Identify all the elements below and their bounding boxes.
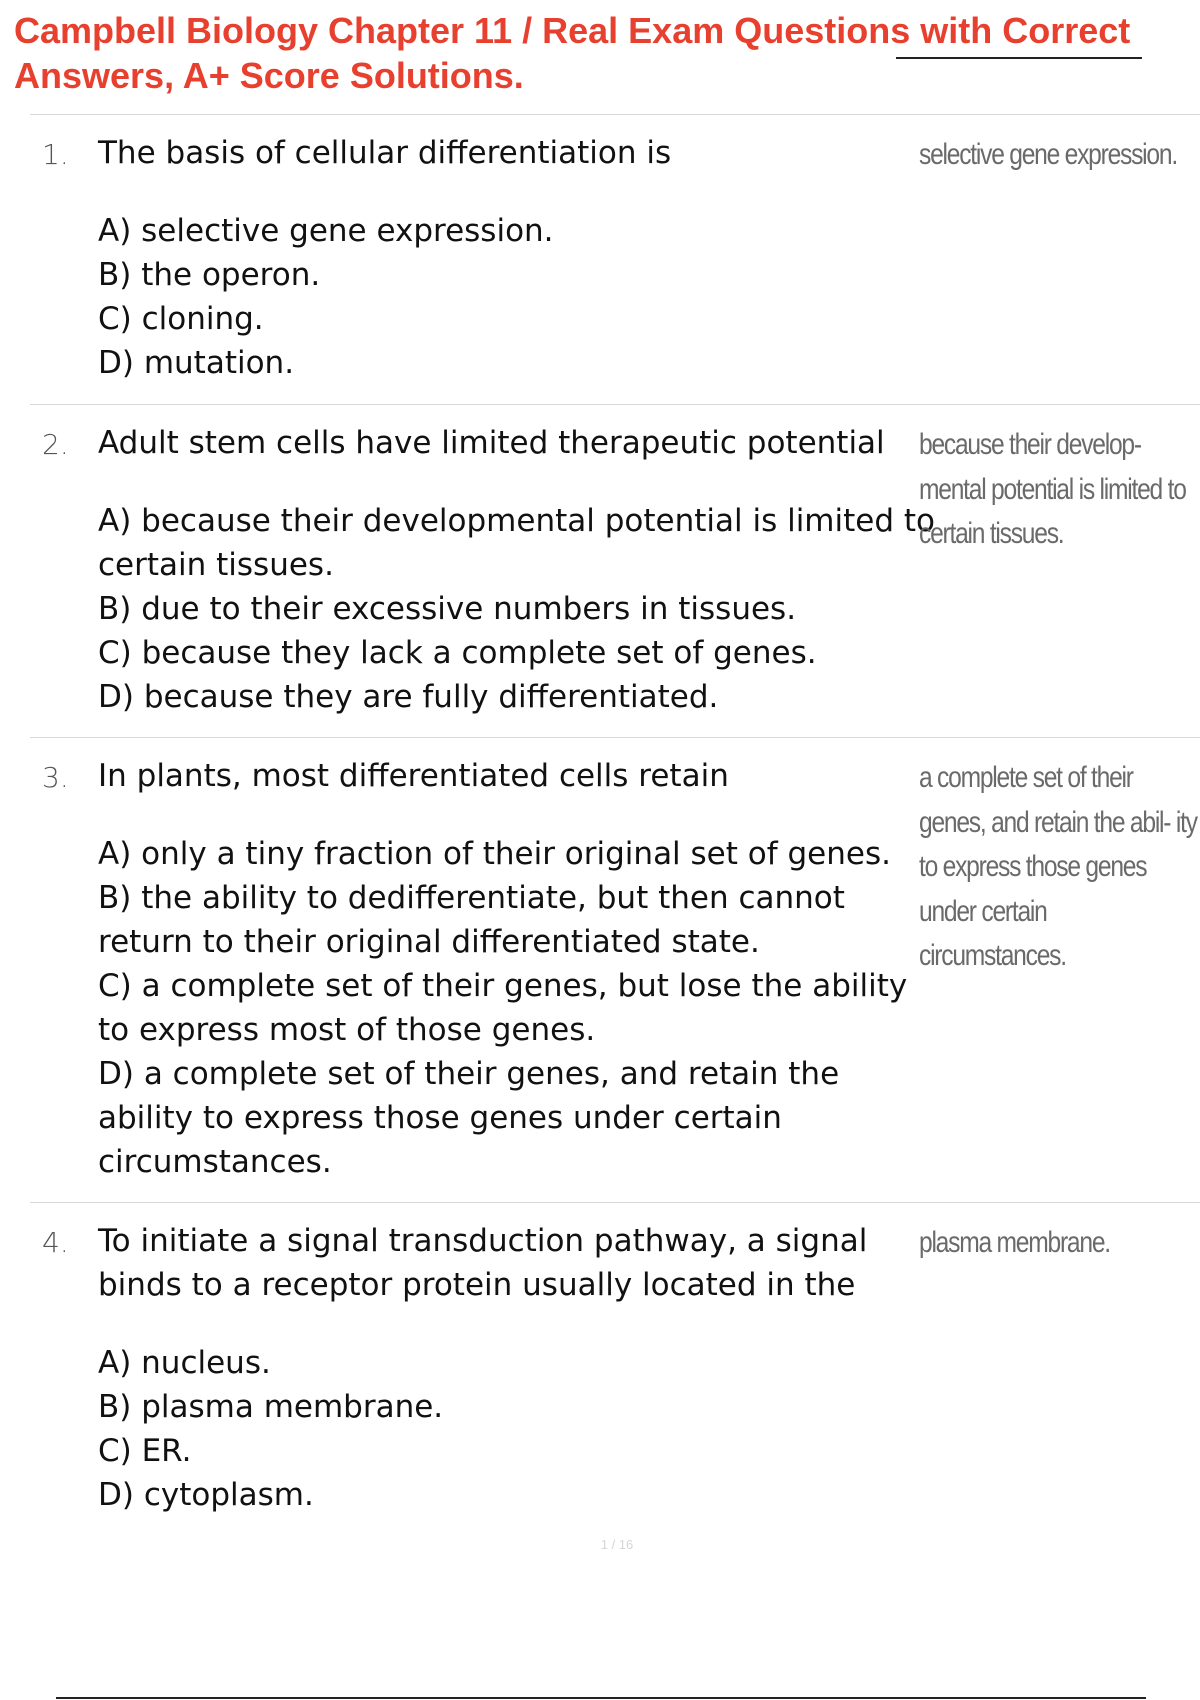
answer-option: B) due to their excessive numbers in tissues. — [98, 591, 797, 627]
answer-option: B) plasma membrane. — [98, 1389, 444, 1425]
correct-answer: because their develop- mental potential is limited to certain tissues. — [919, 428, 1186, 550]
question-stem: In plants, most differentiated cells retain — [98, 758, 729, 794]
correct-answer: selective gene expression. — [919, 138, 1177, 171]
answer-option: A) only a tiny fraction of their original set of genes. — [98, 836, 891, 872]
answer-option: D) a complete set of their genes, and retain the ability to express those genes under certain circumstances. — [98, 1056, 840, 1180]
answer-options — [98, 499, 938, 719]
answer-option: B) the ability to dedifferentiate, but then cannot return to their original differentiated state. — [98, 880, 845, 960]
answer-option: D) cytoplasm. — [98, 1477, 314, 1513]
question-stem: The basis of cellular differentiation is — [98, 135, 672, 171]
question-number: 4. — [42, 1226, 69, 1259]
question-item — [30, 404, 1200, 737]
question-number: 1. — [42, 138, 69, 171]
question-item — [30, 114, 1200, 404]
answer-option: A) selective gene expression. — [98, 213, 554, 249]
question-body — [98, 421, 938, 719]
answer-option: D) because they are fully differentiated. — [98, 679, 719, 715]
title-underline — [896, 57, 1142, 59]
question-stem: Adult stem cells have limited therapeutic potential — [98, 425, 885, 461]
answer-options — [98, 832, 938, 1184]
question-body — [98, 1219, 938, 1517]
question-number: 3. — [42, 761, 69, 794]
answer-options — [98, 1341, 938, 1517]
question-stem: To initiate a signal transduction pathway, a signal binds to a receptor protein usually located in the — [98, 1223, 868, 1303]
answer-option: D) mutation. — [98, 345, 295, 381]
answer-option: A) nucleus. — [98, 1345, 271, 1381]
question-body — [98, 754, 938, 1184]
question-number: 2. — [42, 428, 69, 461]
correct-answer: plasma membrane. — [919, 1226, 1110, 1259]
page-number: 1 / 16 — [600, 1537, 634, 1552]
question-body — [98, 131, 938, 385]
answer-options — [98, 209, 938, 385]
answer-option: C) a complete set of their genes, but lose the ability to express most of those genes. — [98, 968, 908, 1048]
answer-option: C) ER. — [98, 1433, 192, 1469]
answer-option: C) cloning. — [98, 301, 264, 337]
answer-option: A) because their developmental potential is limited to certain tissues. — [98, 503, 935, 583]
answer-option: C) because they lack a complete set of genes. — [98, 635, 817, 671]
correct-answer: a complete set of their genes, and retain the abil- ity to express those genes under certain circumstances. — [919, 761, 1197, 972]
question-item — [30, 737, 1200, 1202]
question-list — [30, 114, 1200, 1602]
bottom-rule — [56, 1697, 1146, 1699]
answer-option: B) the operon. — [98, 257, 321, 293]
page-title: Campbell Biology Chapter 11 / Real Exam Questions with Correct Answers, A+ Score Solutions. — [14, 10, 1131, 96]
